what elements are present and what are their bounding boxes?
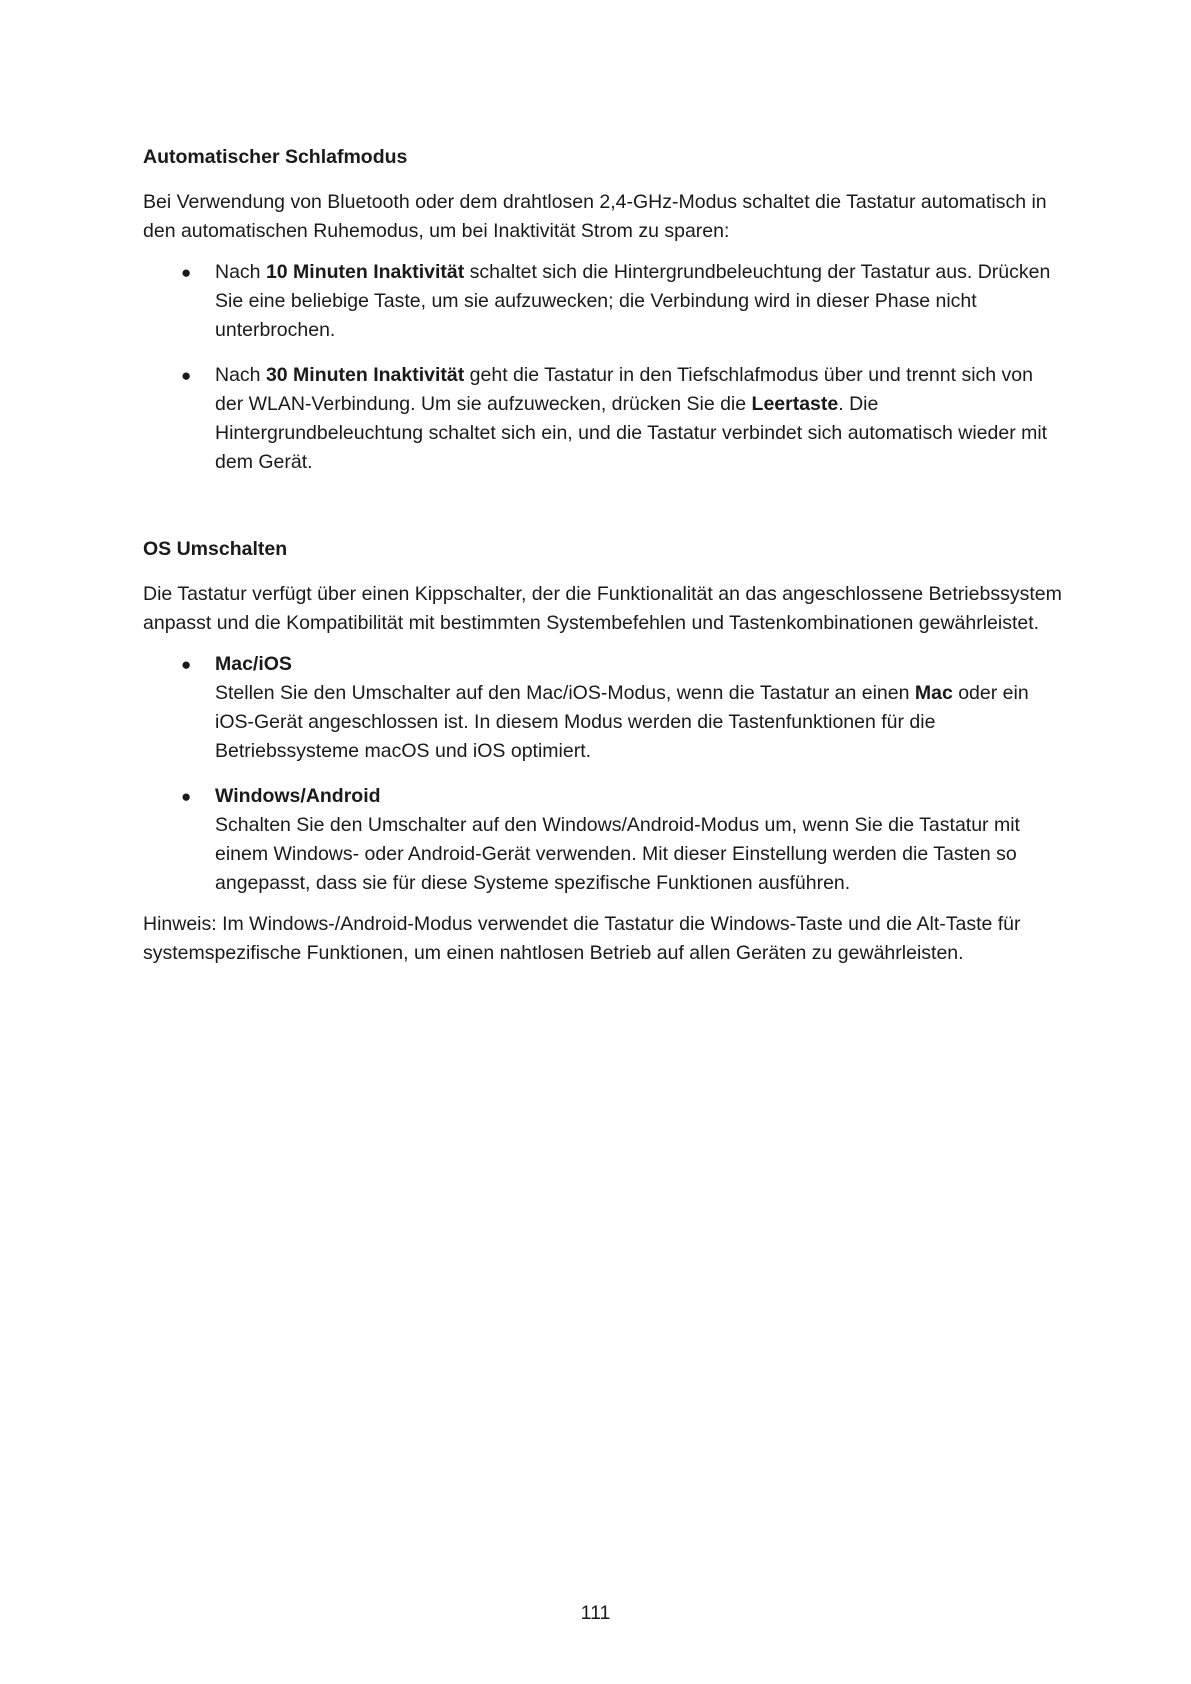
- page-number: 111: [580, 1602, 611, 1624]
- list-item: ● Nach 10 Minuten Inaktivität schaltet sich die Hintergrundbeleuchtung der Tastatur aus. Drücken Sie eine beliebige Taste, um sie aufzuwecken; die Verbindung wird in dieser Phase nicht unterbrochen.: [143, 258, 1063, 345]
- bullet-icon: ●: [181, 263, 192, 282]
- section-heading-sleep-mode: Automatischer Schlafmodus: [143, 146, 408, 168]
- os-note-paragraph: Hinweis: Im Windows-/Android-Modus verwendet die Tastatur die Windows-Taste und die Alt-Taste für systemspezifische Funktionen, um einen nahtlosen Betrieb auf allen Geräten zu gewährleisten.: [143, 913, 1021, 964]
- os-intro-paragraph: Die Tastatur verfügt über einen Kippschalter, der die Funktionalität an das angeschlossene Betriebssystem anpasst und die Kompatibilität mit bestimmten Systembefehlen und Tastenkombinationen gewährleistet.: [143, 583, 1062, 634]
- bold-duration: 30 Minuten Inaktivität: [265, 364, 465, 386]
- page-content: [143, 143, 1063, 968]
- list-item: ● Nach 30 Minuten Inaktivität geht die Tastatur in den Tiefschlafmodus über und trennt sich von der WLAN-Verbindung. Um sie aufzuwecken, drücken Sie die Leertaste. Die Hintergrundbeleuchtung schaltet sich ein, und die Tastatur verbindet sich automatisch wieder mit dem Gerät.: [143, 361, 1063, 477]
- bullet-icon: ●: [181, 655, 192, 674]
- list-item: ● Windows/Android Schalten Sie den Umschalter auf den Windows/Android-Modus um, wenn Sie die Tastatur mit einem Windows- oder Android-Gerät verwenden. Mit dieser Einstellung werden die Tasten so angepasst, dass sie für diese Systeme spezifische Funktionen ausführen.: [143, 782, 1063, 898]
- item-title-mac-ios: Mac/iOS: [215, 653, 292, 675]
- sleep-bullet-list: [143, 258, 1063, 477]
- item-title-windows-android: Windows/Android: [215, 785, 381, 807]
- bold-duration: 10 Minuten Inaktivität: [265, 261, 465, 283]
- os-bullet-list: [143, 650, 1063, 898]
- bullet-icon: ●: [181, 787, 192, 806]
- bold-key-name: Leertaste: [751, 393, 839, 415]
- bold-mac: Mac: [914, 682, 953, 704]
- sleep-intro-paragraph: Bei Verwendung von Bluetooth oder dem drahtlosen 2,4-GHz-Modus schaltet die Tastatur automatisch in den automatischen Ruhemodus, um bei Inaktivität Strom zu sparen:: [143, 191, 1047, 242]
- list-item: ● Mac/iOS Stellen Sie den Umschalter auf den Mac/iOS-Modus, wenn die Tastatur an einen Mac oder ein iOS-Gerät angeschlossen ist. In diesem Modus werden die Tastenfunktionen für die Betriebssysteme macOS und iOS optimiert.: [143, 650, 1063, 766]
- bullet-icon: ●: [181, 366, 192, 385]
- section-heading-os-switch: OS Umschalten: [143, 538, 288, 560]
